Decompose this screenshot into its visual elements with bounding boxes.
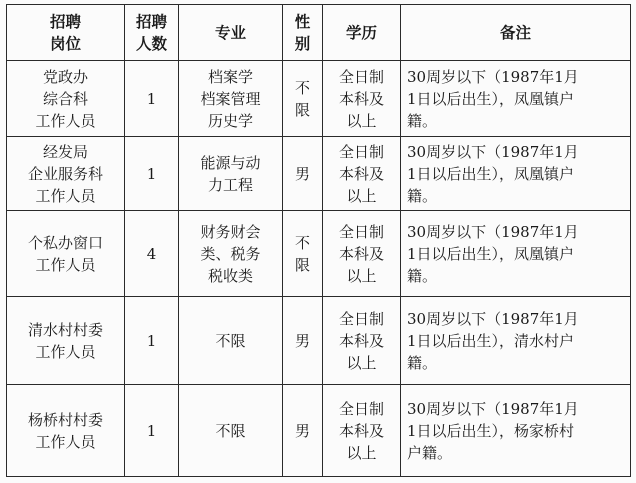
recruitment-table xyxy=(6,4,631,477)
header-education: 学历 xyxy=(323,5,401,61)
cell-note: 30周岁以下（1987年1月 1日以后出生），杨家桥村 户籍。 xyxy=(401,385,631,477)
header-count: 招聘 人数 xyxy=(125,5,179,61)
header-note: 备注 xyxy=(401,5,631,61)
cell-count: 4 xyxy=(125,211,179,297)
cell-count: 1 xyxy=(125,297,179,385)
cell-major: 财务财会 类、税务 税收类 xyxy=(179,211,283,297)
cell-position: 经发局 企业服务科 工作人员 xyxy=(7,137,125,211)
cell-note: 30周岁以下（1987年1月 1日以后出生），清水村户 籍。 xyxy=(401,297,631,385)
cell-education: 全日制 本科及 以上 xyxy=(323,61,401,137)
cell-gender: 男 xyxy=(283,297,323,385)
table-row xyxy=(7,385,631,477)
cell-gender: 男 xyxy=(283,385,323,477)
cell-major: 能源与动 力工程 xyxy=(179,137,283,211)
table-row xyxy=(7,297,631,385)
cell-count: 1 xyxy=(125,385,179,477)
cell-note: 30周岁以下（1987年1月 1日以后出生），凤凰镇户 籍。 xyxy=(401,211,631,297)
cell-position: 个私办窗口 工作人员 xyxy=(7,211,125,297)
cell-gender: 男 xyxy=(283,137,323,211)
cell-position: 杨桥村村委 工作人员 xyxy=(7,385,125,477)
cell-note: 30周岁以下（1987年1月 1日以后出生），凤凰镇户 籍。 xyxy=(401,61,631,137)
cell-major: 不限 xyxy=(179,385,283,477)
cell-education: 全日制 本科及 以上 xyxy=(323,297,401,385)
header-major: 专业 xyxy=(179,5,283,61)
cell-count: 1 xyxy=(125,61,179,137)
header-gender: 性 别 xyxy=(283,5,323,61)
table-header-row xyxy=(7,5,631,61)
cell-position: 党政办 综合科 工作人员 xyxy=(7,61,125,137)
cell-education: 全日制 本科及 以上 xyxy=(323,385,401,477)
cell-note: 30周岁以下（1987年1月 1日以后出生），凤凰镇户 籍。 xyxy=(401,137,631,211)
cell-major: 不限 xyxy=(179,297,283,385)
table-row xyxy=(7,211,631,297)
table-row xyxy=(7,137,631,211)
cell-position: 清水村村委 工作人员 xyxy=(7,297,125,385)
header-position: 招聘 岗位 xyxy=(7,5,125,61)
cell-gender: 不 限 xyxy=(283,61,323,137)
table-row xyxy=(7,61,631,137)
cell-education: 全日制 本科及 以上 xyxy=(323,211,401,297)
cell-education: 全日制 本科及 以上 xyxy=(323,137,401,211)
cell-count: 1 xyxy=(125,137,179,211)
cell-major: 档案学 档案管理 历史学 xyxy=(179,61,283,137)
cell-gender: 不 限 xyxy=(283,211,323,297)
